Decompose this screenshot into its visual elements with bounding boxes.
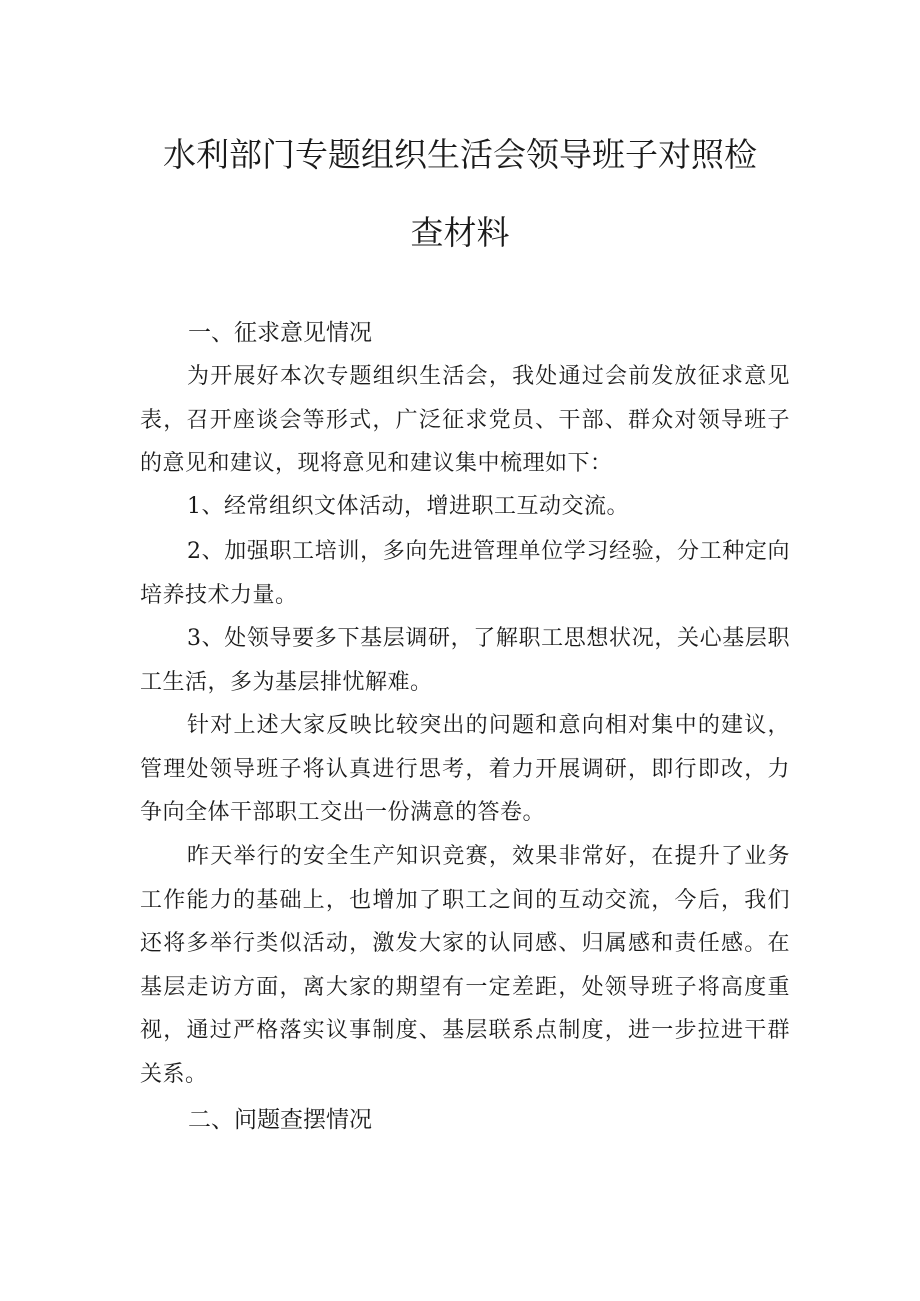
response-paragraph: 针对上述大家反映比较突出的问题和意向相对集中的建议，管理处领导班子将认真进行思考，着力开展调研，即行即改，力争向全体干部职工交出一份满意的答卷。 xyxy=(140,713,790,825)
section-heading-2: 二、问题查摆情况 xyxy=(188,1107,372,1133)
opinion-item-2: 2、加强职工培训，多向先进管理单位学习经验，分工种定向培养技术力量。 xyxy=(140,539,790,608)
opinion-item-1: 1、经常组织文体活动，增进职工互动交流。 xyxy=(187,494,629,519)
intro-paragraph: 为开展好本次专题组织生活会，我处通过会前发放征求意见表，召开座谈会等形式，广泛征求党员、干部、群众对领导班子的意见和建议，现将意见和建议集中梳理如下： xyxy=(140,364,790,476)
document-title-line-2: 查材料 xyxy=(410,213,510,252)
section-heading-1: 一、征求意见情况 xyxy=(188,320,372,346)
competition-paragraph: 昨天举行的安全生产知识竞赛，效果非常好，在提升了业务工作能力的基础上，也增加了职工之间的互动交流，今后，我们还将多举行类似活动，激发大家的认同感、归属感和责任感。在基层走访方面，离大家的期望有一定差距，处领导班子将高度重视，通过严格落实议事制度、基层联系点制度，进一步拉进干群关系。 xyxy=(140,844,790,1087)
opinion-item-3: 3、处领导要多下基层调研，了解职工思想状况，关心基层职工生活，多为基层排忧解难。 xyxy=(140,626,790,695)
document-title-line-1: 水利部门专题组织生活会领导班子对照检 xyxy=(163,135,757,174)
